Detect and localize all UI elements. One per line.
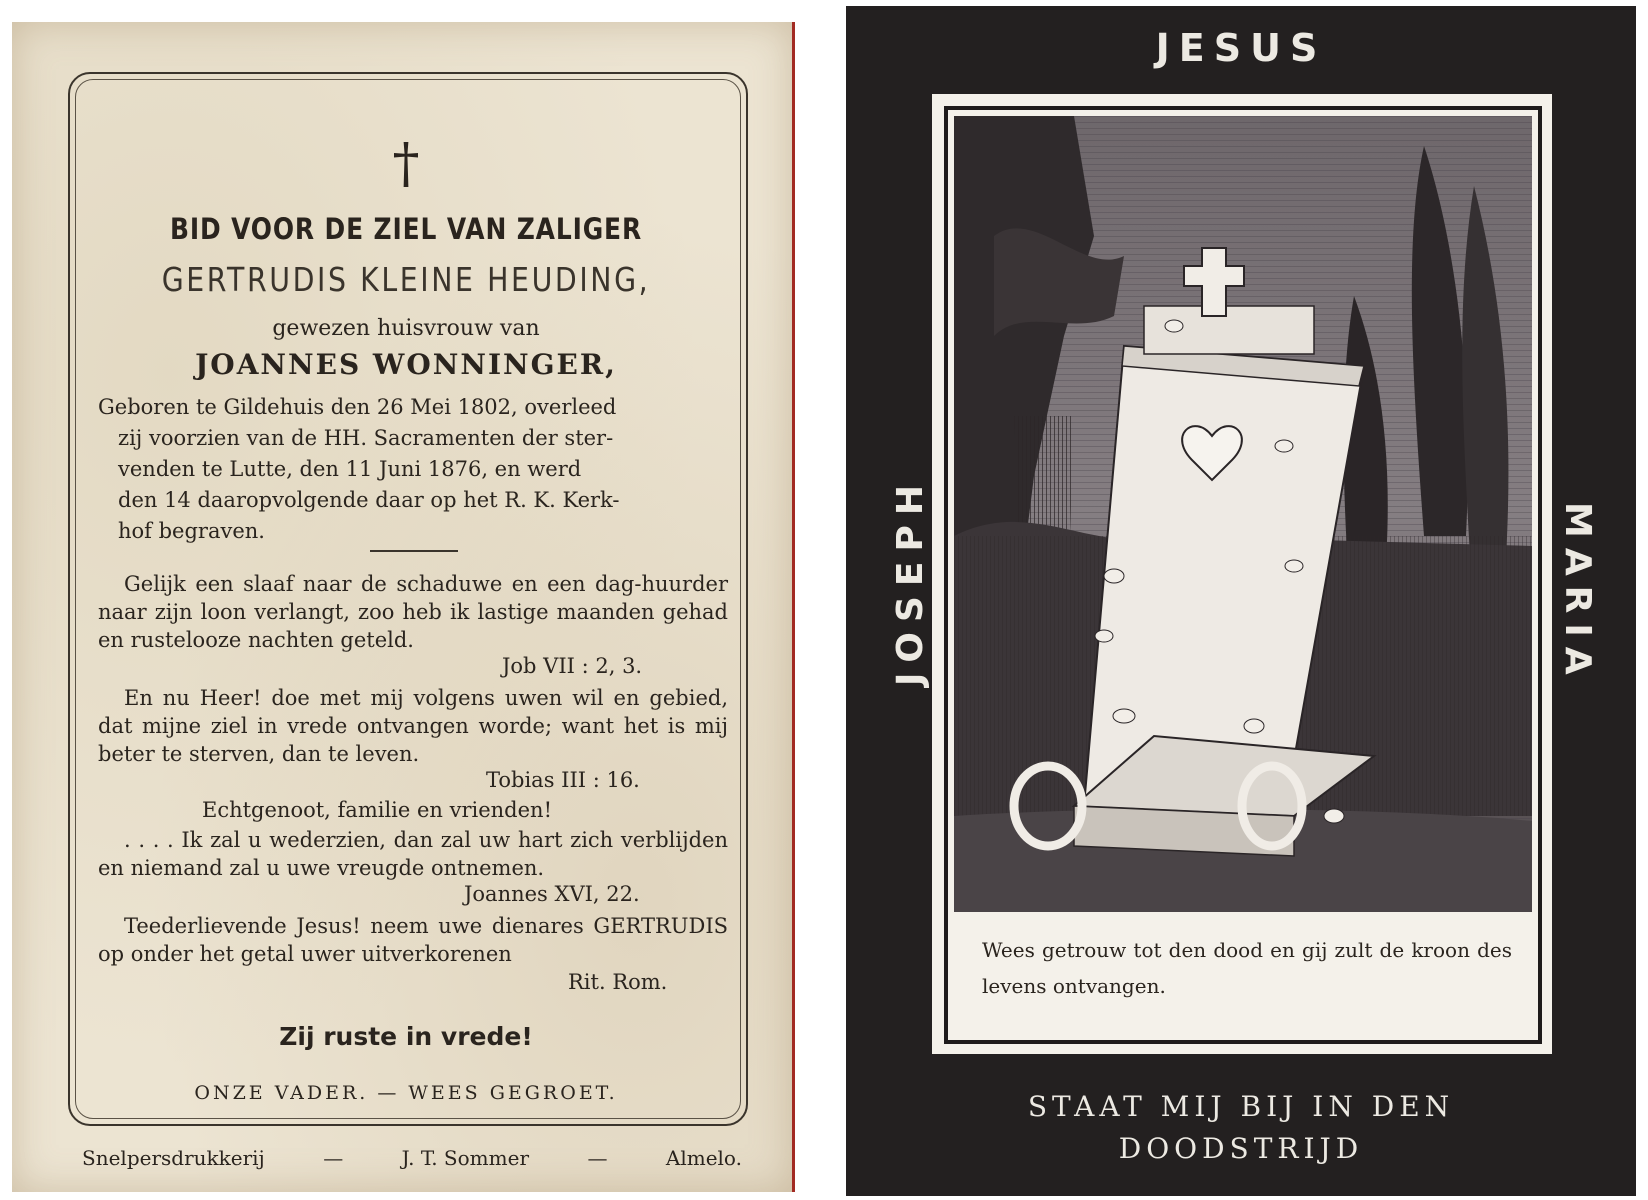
picture-frame xyxy=(932,94,1552,1054)
printer-type: Snelpersdrukkerij xyxy=(82,1146,265,1170)
memorial-card-image-side xyxy=(846,6,1636,1196)
memorial-card-text-side xyxy=(12,22,795,1192)
wife-of-label: gewezen huisvrouw van xyxy=(272,316,540,341)
bio-line: venden te Lutte, den 11 Juni 1876, en werd xyxy=(118,457,582,481)
printer-dash: — xyxy=(323,1146,344,1170)
card-heading: BID VOOR DE ZIEL VAN ZALIGER xyxy=(169,212,643,246)
reference-job: Job VII : 2, 3. xyxy=(502,654,643,678)
label-jesus: JESUS xyxy=(1155,26,1327,70)
printer-name: J. T. Sommer xyxy=(401,1146,530,1170)
bio-line: zij voorzien van de HH. Sacramenten der ster- xyxy=(118,426,614,450)
grave-engraving-image xyxy=(954,116,1532,912)
divider xyxy=(370,550,458,552)
bottom-text-line1: STAAT MIJ BIJ IN DEN xyxy=(1027,1090,1455,1123)
label-joseph: JOSEPH xyxy=(890,474,931,686)
reference-tobias: Tobias III : 16. xyxy=(486,768,640,792)
bottom-text-line2: DOODSTRIJD xyxy=(1118,1132,1364,1165)
quote-joannes: . . . . Ik zal u wederzien, dan zal uw hart zich verblijden en niemand zal u uwe vreugde ontnemen. xyxy=(98,828,728,880)
scripture-caption: Wees getrouw tot den dood en gij zult de kroon des levens ontvangen. xyxy=(982,938,1512,998)
reference-joannes: Joannes XVI, 22. xyxy=(464,882,640,906)
prayers-line: ONZE VADER. — WEES GEGROET. xyxy=(194,1082,618,1104)
printer-line xyxy=(82,1146,742,1170)
printer-city: Almelo. xyxy=(665,1146,742,1170)
rest-in-peace: Zij ruste in vrede! xyxy=(279,1022,533,1051)
cross-icon: † xyxy=(392,132,420,195)
printer-dash: — xyxy=(587,1146,608,1170)
quote-prayer: Teederlievende Jesus! neem uwe dienares GERTRUDIS op onder het getal uwer uitverkorenen xyxy=(98,914,728,966)
husband-name: JOANNES WONNINGER, xyxy=(195,348,617,381)
quote-job: Gelijk een slaaf naar de schaduwe en een dag-huurder naar zijn loon verlangt, zoo heb ik lastige maanden gehad en rustelooze nachten geteld. xyxy=(98,572,728,652)
label-maria: MARIA xyxy=(1557,502,1598,685)
bio-line: den 14 daaropvolgende daar op het R. K. Kerk- xyxy=(118,488,620,512)
bio-line: hof begraven. xyxy=(118,519,265,543)
quote-tobias: En nu Heer! doe met mij volgens uwen wil en gebied, dat mijne ziel in vrede ontvangen worde; want het is mij beter te sterven, dan te leven. xyxy=(98,686,728,766)
bio-line: Geboren te Gildehuis den 26 Mei 1802, overleed xyxy=(98,395,617,419)
quote-family-title: Echtgenoot, familie en vrienden! xyxy=(202,798,553,822)
biography xyxy=(98,392,728,547)
deceased-name: GERTRUDIS KLEINE HEUDING, xyxy=(161,260,651,299)
reference-rit-rom: Rit. Rom. xyxy=(568,970,668,994)
